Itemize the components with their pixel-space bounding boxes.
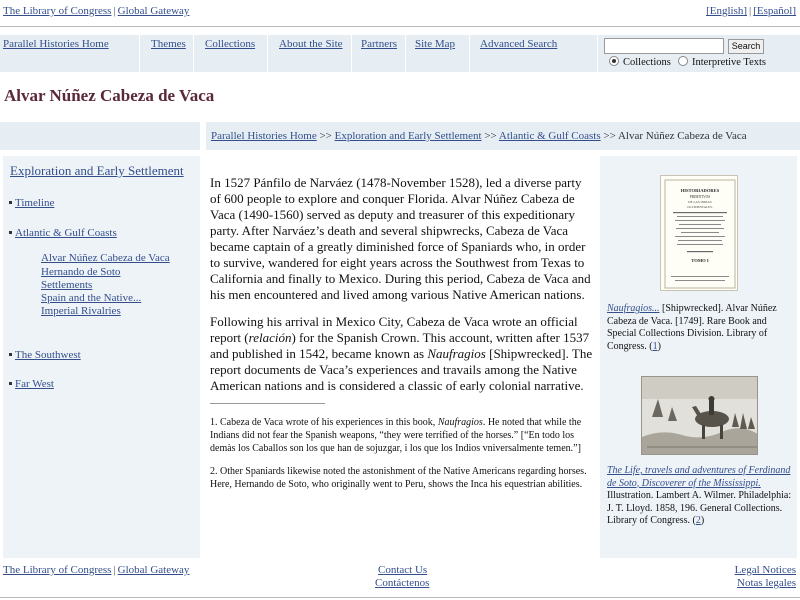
- nav-cell: [268, 35, 352, 72]
- nav-collections[interactable]: Collections: [205, 38, 256, 50]
- book-line: OCCIDENTALES,: [687, 205, 713, 209]
- page-title: Alvar Núñez Cabeza de Vaca: [4, 86, 215, 105]
- footer-left-links: [3, 564, 189, 576]
- breadcrumb: [211, 130, 747, 142]
- sidebar-subitem-imperial-rivalries[interactable]: Imperial Rivalries: [41, 305, 121, 317]
- footnote-ref-1[interactable]: 1: [652, 340, 658, 352]
- nav-cell: [352, 35, 406, 72]
- bullet-icon: [9, 231, 12, 234]
- text-span: Following his arrival in Mexico City, Cabeza de Vaca wrote an official report (: [210, 314, 578, 345]
- collections-radio[interactable]: [609, 56, 619, 66]
- separator: |: [113, 564, 116, 576]
- left-sidebar: [3, 156, 200, 558]
- book-line: DE LAS INDIAS: [688, 200, 712, 204]
- sidebar-link-far-west[interactable]: Far West: [15, 378, 54, 390]
- book-title-page-image[interactable]: [660, 175, 738, 291]
- report-paragraph: [210, 314, 595, 394]
- global-gateway-link[interactable]: Global Gateway: [117, 5, 190, 17]
- separator: |: [113, 5, 116, 17]
- nav-themes[interactable]: Themes: [151, 38, 186, 50]
- language-links: [706, 5, 796, 17]
- text-span: . He noted that while the Indians did not fear the Spanish weapons, “they were terrified of the horses.” [“En todo los demàs los Caballos son los que han de sojuzgar, i los que los Indios vniversalmente temen.”]: [210, 417, 582, 454]
- top-bar: [0, 0, 800, 26]
- library-of-congress-link[interactable]: The Library of Congress: [3, 5, 112, 17]
- footnote-1: [210, 416, 595, 455]
- nav-cell: [140, 35, 194, 72]
- book-line: PRIMITIVOS: [689, 195, 711, 199]
- naufragios-term: Naufragios: [427, 346, 486, 361]
- sidebar-subitem-spain-native[interactable]: Spain and the Native...: [41, 292, 142, 304]
- sidebar-item-timeline: [9, 197, 54, 209]
- caption-text: [Shipwrecked]. Alvar Núñez Cabeza de Vaca. [1749]. Rare Book and Special Collections Division. Library of Congress. (: [607, 303, 777, 352]
- de-soto-caption-link[interactable]: The Life, travels and adventures of Ferdinand de Soto, Discoverer of the Mississippi.: [607, 465, 791, 489]
- nav-parallel-histories-home[interactable]: Parallel Histories Home: [3, 38, 109, 50]
- de-soto-engraving-image[interactable]: [641, 376, 758, 455]
- search-button[interactable]: Search: [728, 39, 764, 54]
- notas-legales-link[interactable]: Notas legales: [737, 577, 796, 589]
- nav-cell: [0, 35, 140, 72]
- english-link[interactable]: [English]: [706, 5, 748, 17]
- footnote-2: 2. Other Spaniards likewise noted the astonishment of the Native Americans regarding horses. Here, Hernando de Soto, who originally went to Peru, shows the Inca his equestrian abilities.: [210, 466, 587, 490]
- interpretive-texts-radio-label: Interpretive Texts: [692, 57, 767, 68]
- nav-site-map[interactable]: Site Map: [415, 38, 456, 50]
- caption-text: ): [700, 515, 705, 526]
- breadcrumb-gulf-coasts[interactable]: Atlantic & Gulf Coasts: [498, 130, 601, 142]
- breadcrumb-separator: >>: [319, 130, 332, 142]
- collections-radio-label: Collections: [623, 57, 671, 68]
- caption-text: ): [657, 340, 661, 352]
- espanol-link[interactable]: [Español]: [753, 5, 796, 17]
- book-line: TOMO I: [691, 258, 709, 263]
- sidebar-link-timeline[interactable]: Timeline: [15, 197, 55, 209]
- main-content: [210, 175, 595, 394]
- image-caption-2: [607, 465, 795, 528]
- sidebar-subitem-settlements[interactable]: Settlements: [41, 279, 93, 291]
- interpretive-texts-radio[interactable]: [678, 56, 688, 66]
- footnote-ref-2[interactable]: 2: [695, 515, 701, 526]
- image-caption-1: [607, 303, 795, 353]
- footer-global-gateway-link[interactable]: Global Gateway: [117, 564, 190, 576]
- bullet-icon: [9, 382, 12, 385]
- search-input[interactable]: [604, 38, 724, 54]
- relacion-term: relación: [248, 330, 292, 345]
- sidebar-heading-link[interactable]: Exploration and Early Settlement: [10, 163, 184, 178]
- nav-advanced-search[interactable]: Advanced Search: [480, 38, 558, 50]
- naufragios-caption-link[interactable]: Naufragios...: [607, 303, 660, 314]
- caption-text: Illustration. Lambert A. Wilmer. Philadelphia: J. T. Lloyd. 1858, 196. General Collections. Library of Congress. (: [607, 490, 792, 526]
- intro-paragraph: In 1527 Pánfilo de Narváez (1478-November 1528), led a diverse party of 600 people to explore and conquer Florida. Alvar Núñez Cabeza de Vaca (1490-1560) served as deputy and treasurer of this expeditionary party. After Narváez’s death and several shipwrecks, Cabeza de Vaca became captain of a greatly diminished force of Spaniards who, in order to survive, wandered for eight years across the Southwest from Texas to California and finally to Mexico. During this period, Cabeza de Vaca and his men encountered and lived among various Native American nations.: [210, 175, 591, 302]
- footnote-divider: [210, 403, 325, 404]
- contact-us-link[interactable]: Contact Us: [378, 564, 428, 576]
- separator: |: [749, 5, 752, 17]
- breadcrumb-exploration[interactable]: Exploration and Early Settlement: [334, 130, 482, 142]
- nav-cell: [470, 35, 598, 72]
- book-illustration: [661, 176, 739, 292]
- sidebar-item-gulf-coasts: [9, 227, 117, 239]
- sidebar-link-southwest[interactable]: The Southwest: [15, 349, 81, 361]
- sidebar-link-gulf-coasts[interactable]: Atlantic & Gulf Coasts: [15, 227, 117, 239]
- naufragios-term: Naufragios: [437, 417, 483, 428]
- breadcrumb-separator: >>: [603, 130, 616, 142]
- text-span: ) for the Spanish Crown. This account, written after 1537 and published in 1542, became known as: [210, 330, 590, 361]
- nav-cell: [406, 35, 470, 72]
- top-left-links: [3, 5, 189, 17]
- engraving-illustration: [642, 377, 758, 455]
- text-span: [Shipwrecked]. The report documents de Vaca’s experiences and travails among the Native American nations and is considered a classic of early colonial narrative.: [210, 346, 593, 393]
- legal-notices-link[interactable]: Legal Notices: [734, 564, 796, 576]
- footer-library-of-congress-link[interactable]: The Library of Congress: [3, 564, 112, 576]
- sidebar-subitem-cabeza-de-vaca[interactable]: Alvar Núñez Cabeza de Vaca: [41, 252, 170, 264]
- breadcrumb-divider: [200, 122, 206, 150]
- nav-cell: [194, 35, 268, 72]
- sidebar-subitem-hernando-de-soto[interactable]: Hernando de Soto: [41, 266, 121, 278]
- book-line: HISTORIADORES: [680, 188, 720, 193]
- breadcrumb-separator: >>: [484, 130, 497, 142]
- sidebar-item-far-west: [9, 378, 54, 390]
- sidebar-item-southwest: [9, 349, 81, 361]
- text-span: 1. Cabeza de Vaca wrote of his experiences in this book,: [210, 417, 438, 428]
- nav-partners[interactable]: Partners: [361, 38, 398, 50]
- breadcrumb-current: Alvar Núñez Cabeza de Vaca: [617, 130, 747, 142]
- contactenos-link[interactable]: Contáctenos: [375, 577, 430, 589]
- nav-about-the-site[interactable]: About the Site: [279, 38, 343, 50]
- bullet-icon: [9, 201, 12, 204]
- bullet-icon: [9, 353, 12, 356]
- breadcrumb-home[interactable]: Parallel Histories Home: [211, 130, 317, 142]
- top-divider: [0, 26, 800, 27]
- bottom-divider: [0, 597, 800, 598]
